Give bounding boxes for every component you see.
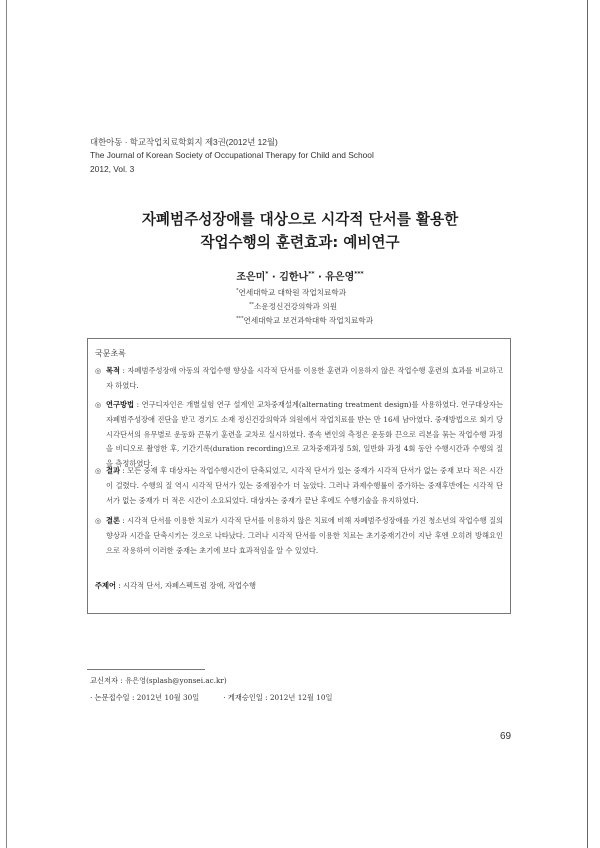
author-mark: *: [265, 270, 269, 278]
affiliation-mark: *: [236, 287, 239, 294]
section-text: 모든 중재 후 대상자는 작업수행시간이 단축되었고, 시각적 단서가 있는 중재가 시각적 단서가 없는 중재 보다 적은 시간이 걸렸다. 수행의 질 역시 시각적 단서가 있는 중재점수가 더 높았다. 그러나 과제수행률이 증가하는 중재후반에는 시각적 단서가 없는 중재가 더 적은 시간이 소요되었다. 대상자는 중재가 끝난 후에도 수행기술을 유지하였다.: [106, 466, 503, 505]
keywords: 주제어 : 시각적 단서, 자폐스펙트럼 장애, 작업수행: [95, 581, 256, 590]
section-text: 시각적 단서를 이용한 치료가 시각적 단서를 이용하지 않은 치료에 비해 자폐범주성장애를 가진 청소년의 작업수행 질의 향상과 시간을 단축시키는 것으로 나타났다. 그러나 시각적 단서를 이용한 치료는 초기중재기간이 지난 후엔 오히려 방해요인으로 작용하여 이러한 중재는 초기에 보다 효과적임을 알 수 있었다.: [106, 516, 503, 555]
section-label: 결과: [106, 466, 121, 475]
accepted-date: 2012년 12월 10일: [269, 693, 333, 702]
accepted-label: 게재승인일: [227, 693, 263, 702]
abstract-section-method: ◎ 연구방법 : 연구디자인은 개별실험 연구 설계인 교차중재설계(alternating treatment design)를 사용하였다. 연구대상자는 자폐범주성장애 진단을 받고 경기도 소재 정신건강의학과 의원에서 작업치료를 받는 만 16세 남아였다. 중재방법으로 회기 당 시각단서의 유무별로 운동화 끈묶기 훈련을 교차로 실시하였다. 종속 변인의 측정은 운동화 끈으로 리본을 묶는 작업수행 과정을 비디오로 촬영한 후, 기간기록(duration recording)으로 교차중재과정 5회, 일반화 과정 4회 동안 수행시간과 수행의 질을 측정하였다.: [95, 400, 503, 469]
paper-title-line-1: 자폐범주성장애를 대상으로 시각적 단서를 활용한: [141, 211, 459, 228]
paper-title-line-2: 작업수행의 훈련효과: 예비연구: [200, 234, 400, 251]
journal-name-english: The Journal of Korean Society of Occupational Therapy for Child and School: [90, 150, 374, 161]
corresponding-label: 교신저자: [90, 676, 119, 685]
author-separator: ·: [271, 272, 276, 283]
right-margin-rule: [587, 0, 588, 848]
page-number: 69: [500, 731, 512, 742]
author-mark: **: [308, 270, 315, 278]
author-name: 조은미: [236, 272, 266, 283]
affiliation-text: 연세대학교 보건과학대학 작업치료학과: [243, 316, 374, 325]
author-name: 유은영: [325, 272, 355, 283]
abstract-section-results: ◎ 결과 : 모든 중재 후 대상자는 작업수행시간이 단축되었고, 시각적 단서가 있는 중재가 시각적 단서가 없는 중재 보다 적은 시간이 걸렸다. 수행의 질 역시 시각적 단서가 있는 중재점수가 더 높았다. 그러나 과제수행률이 증가하는 중재후반에는 시각적 단서가 없는 중재가 더 적은 시간이 소요되었다. 대상자는 중재가 끝난 후에도 수행기술을 유지하였다.: [95, 466, 503, 505]
received-date: 2012년 10월 30일: [136, 693, 200, 702]
abstract-heading: 국문초록: [95, 349, 126, 358]
bullet-icon: ◎: [95, 517, 102, 525]
corresponding-author: 교신저자 : 유은영(splash@yonsei.ac.kr): [90, 676, 227, 685]
left-margin-rule: [6, 0, 7, 848]
abstract-section-conclusion: ◎ 결론 : 시각적 단서를 이용한 치료가 시각적 단서를 이용하지 않은 치료에 비해 자폐범주성장애를 가진 청소년의 작업수행 질의 향상과 시간을 단축시키는 것으로 나타났다. 그러나 시각적 단서를 이용한 치료는 초기중재기간이 지난 후엔 오히려 방해요인으로 작용하여 이러한 중재는 초기에 보다 효과적임을 알 수 있었다.: [95, 516, 503, 555]
section-label: 결론: [106, 516, 121, 525]
footnote-rule: [87, 669, 205, 670]
affiliation: [249, 301, 337, 312]
keywords-text: 시각적 단서, 자폐스펙트럼 장애, 작업수행: [123, 581, 256, 590]
corresponding-email: 유은영(splash@yonsei.ac.kr): [125, 676, 227, 685]
bullet-icon: ◎: [95, 367, 102, 375]
author-name: 김한나: [279, 272, 309, 283]
section-label: 연구방법: [106, 400, 135, 409]
author-separator: ·: [317, 272, 322, 283]
affiliation-mark: ***: [236, 315, 244, 322]
bullet-icon: ◎: [95, 467, 102, 475]
bullet-icon: ◎: [95, 401, 102, 409]
received-label: 논문접수일: [94, 693, 130, 702]
journal-header: [90, 136, 374, 176]
author-list: [0, 268, 600, 283]
affiliation-text: 소운정신건강의학과 의원: [254, 302, 338, 311]
abstract-section-purpose: ◎ 목적 : 자폐범주성장애 아동의 작업수행 향상을 시각적 단서를 이용한 훈련과 이용하지 않은 작업수행 훈련의 효과를 비교하고자 하였다.: [95, 366, 503, 390]
affiliation: [236, 315, 373, 326]
affiliation-mark: **: [249, 301, 254, 308]
author-mark: ***: [354, 270, 364, 278]
section-text: 자폐범주성장애 아동의 작업수행 향상을 시각적 단서를 이용한 훈련과 이용하지 않은 작업수행 훈련의 효과를 비교하고자 하였다.: [106, 366, 503, 390]
affiliation-text: 연세대학교 대학원 작업치료학과: [238, 288, 347, 297]
section-text: 연구디자인은 개별실험 연구 설계인 교차중재설계(alternating treatment design)를 사용하였다. 연구대상자는 자폐범주성장애 진단을 받고 경기도 소재 정신건강의학과 의원에서 작업치료를 받는 만 16세 남아였다. 중재방법으로 회기 당 시각단서의 유무별로 운동화 끈묶기 훈련을 교차로 실시하였다. 종속 변인의 측정은 운동화 끈으로 리본을 묶는 작업수행 과정을 비디오로 촬영한 후, 기간기록(duration recording)으로 교차중재과정 5회, 일반화 과정 4회 동안 수행시간과 수행의 질을 측정하였다.: [106, 400, 503, 469]
affiliation: [236, 287, 346, 298]
keywords-label: 주제어: [95, 581, 117, 590]
submission-dates: · 논문접수일 : 2012년 10월 30일 · 게재승인일 : 2012년 12월 10일: [90, 693, 333, 702]
journal-name-korean: 대한아동 · 학교작업치료학회지 제3권(2012년 12월): [90, 137, 278, 147]
section-label: 목적: [106, 366, 121, 375]
journal-volume: 2012, Vol. 3: [90, 163, 135, 174]
